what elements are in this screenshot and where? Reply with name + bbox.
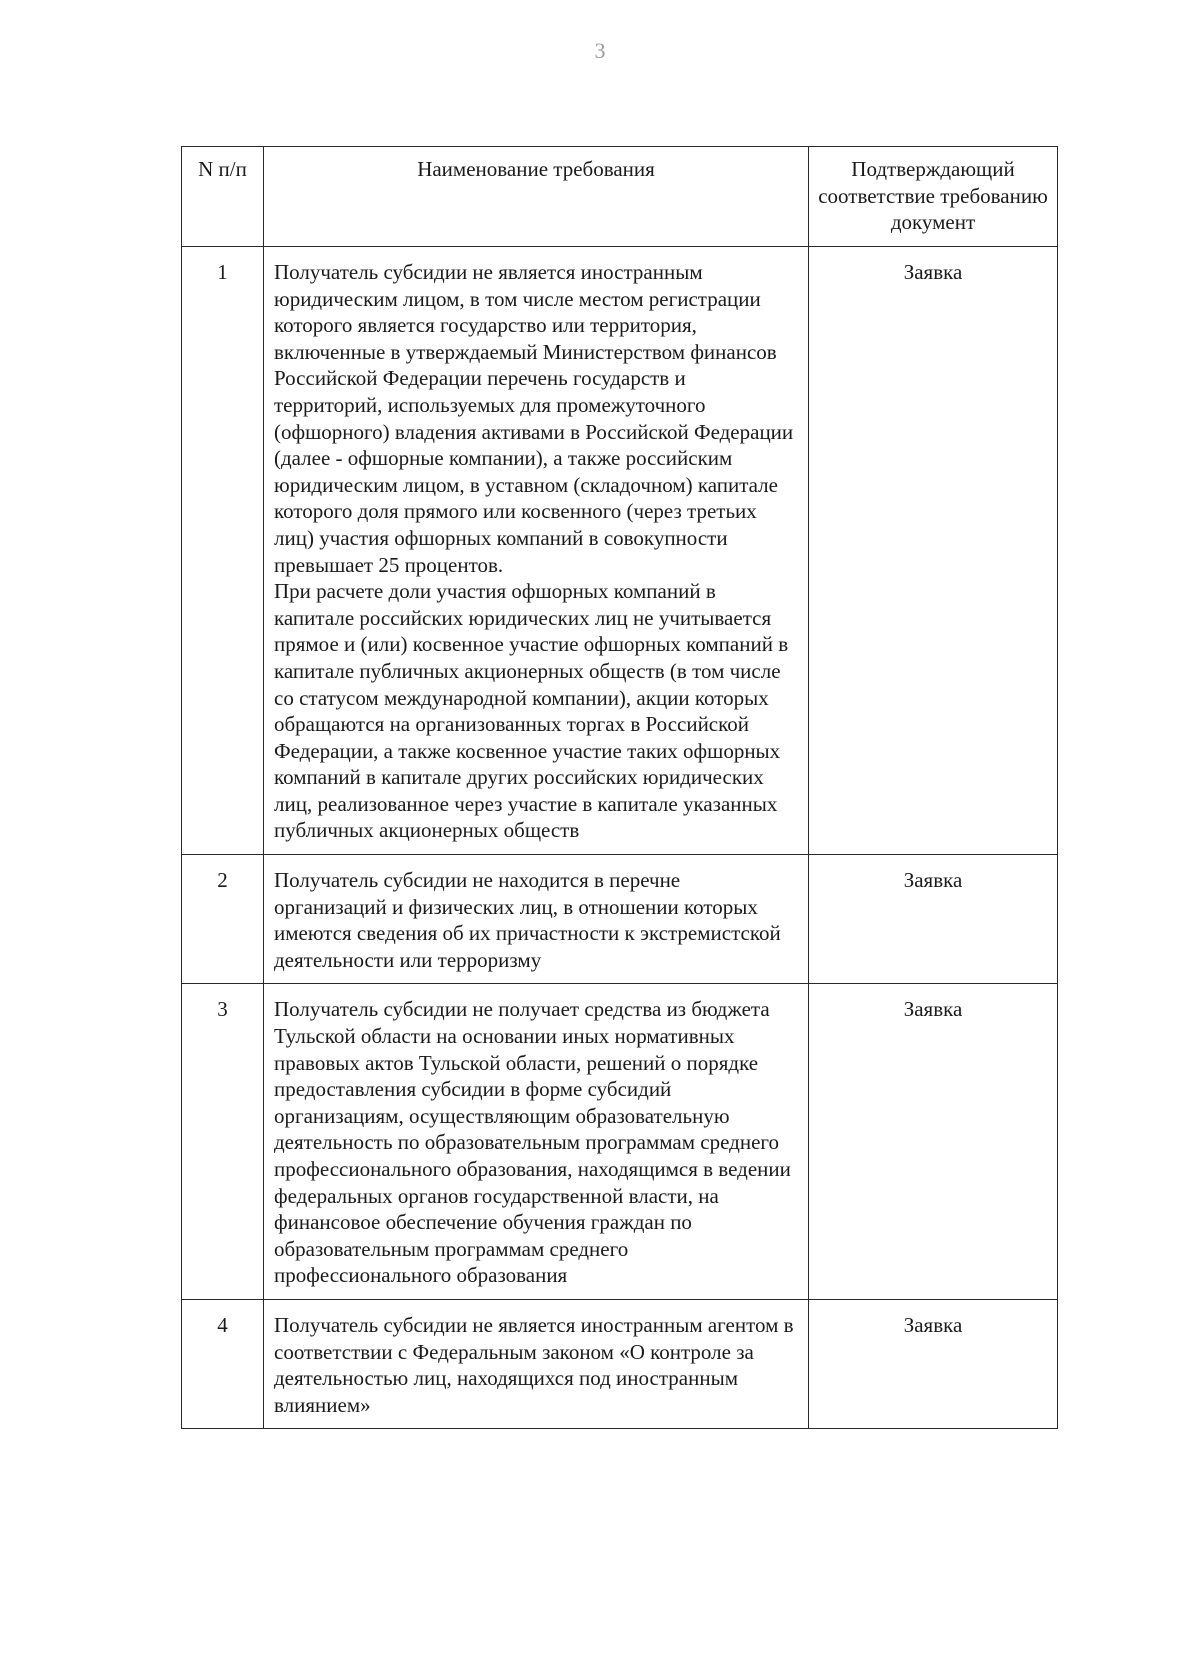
requirement-text-continued: При расчете доли участия офшорных компаний в капитале российских юридических лиц не учитывается прямое и (или) косвенное участие офшорных компаний в капитале публичных акционерных обществ (в том числе со статусом международной компании), акции которых обращаются на организованных торгах в Российской Федерации, а также косвенное участие таких офшорных компаний в капитале других российских юридических лиц, реализованное через участие в капитале указанных публичных акционерных обществ: [274, 579, 789, 843]
header-confirming-document: Подтверждающий соответствие требованию документ: [809, 147, 1058, 247]
table-row: [182, 247, 1058, 855]
requirement-text-cell: [264, 247, 809, 855]
confirming-document: Заявка: [809, 1299, 1058, 1428]
table-header: [182, 147, 1058, 247]
header-number: N п/п: [182, 147, 264, 247]
row-number: 4: [182, 1299, 264, 1428]
requirement-text: Получатель субсидии не находится в перечне организаций и физических лиц, в отношении которых имеются сведения об их причастности к экстремистской деятельности или терроризму: [274, 868, 781, 972]
confirming-document: Заявка: [809, 984, 1058, 1300]
requirement-text: Получатель субсидии не получает средства из бюджета Тульской области на основании иных нормативных правовых актов Тульской области, решений о порядке предоставления субсидии в форме субсидий организациям, осуществляющим образовательную деятельность по образовательным программам среднего профессионального образования, находящимся в ведении федеральных органов государственной власти, на финансовое обеспечение обучения граждан по образовательным программам среднего профессионального образования: [274, 997, 791, 1288]
requirements-table: [181, 146, 1058, 1429]
row-number: 1: [182, 247, 264, 855]
header-requirement-name: Наименование требования: [264, 147, 809, 247]
row-number: 3: [182, 984, 264, 1300]
table-row: [182, 984, 1058, 1300]
row-number: 2: [182, 855, 264, 984]
requirement-text-cell: [264, 855, 809, 984]
table-row: [182, 855, 1058, 984]
requirement-text: Получатель субсидии не является иностранным юридическим лицом, в том числе местом регистрации которого является государство или территория, включенные в утверждаемый Министерством финансов Российской Федерации перечень государств и территорий, используемых для промежуточного (офшорного) владения активами в Российской Федерации (далее - офшорные компании), а также российским юридическим лицом, в уставном (складочном) капитале которого доля прямого или косвенного (через третьих лиц) участия офшорных компаний в совокупности превышает 25 процентов.: [274, 260, 794, 577]
header-row: [182, 147, 1058, 247]
requirement-text-cell: [264, 1299, 809, 1428]
page-number: 3: [594, 38, 606, 63]
requirement-text: Получатель субсидии не является иностранным агентом в соответствии с Федеральным законом «О контроле за деятельностью лиц, находящихся под иностранным влиянием»: [274, 1312, 794, 1417]
requirement-text-cell: [264, 984, 809, 1300]
table-body: [182, 247, 1058, 1429]
confirming-document: Заявка: [809, 855, 1058, 984]
table-row: [182, 1299, 1058, 1428]
confirming-document: Заявка: [809, 247, 1058, 855]
